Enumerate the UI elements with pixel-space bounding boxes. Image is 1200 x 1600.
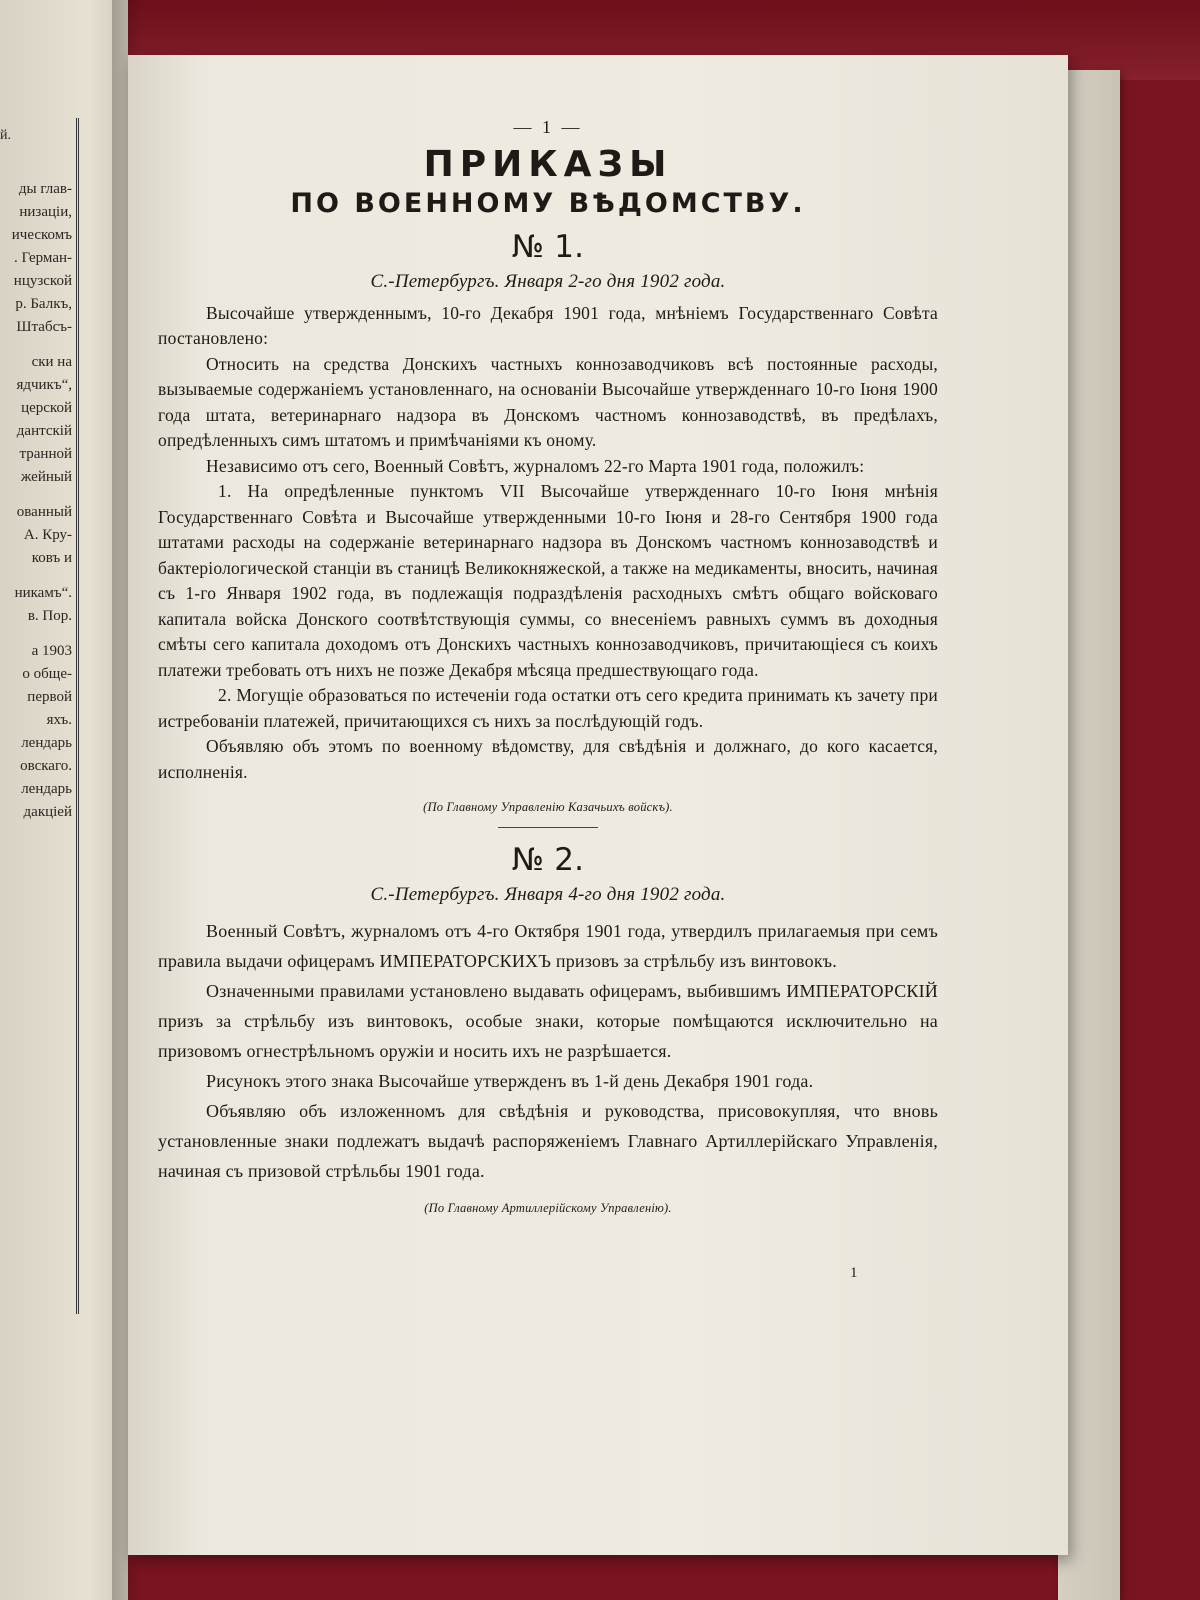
order-2-number: № 2. — [511, 841, 585, 878]
left-page-line: ски на — [31, 354, 72, 370]
left-page-gap — [0, 628, 72, 640]
order-1-paragraph: 1. На опредѣленные пунктомъ VII Высочайше утвержденнаго 10-го Іюня мнѣнія Государственнаго Совѣта и Высочайше утвержденными 10-го Іюня и 28-го Сентября 1900 года штатами расходы на содержаніе ветеринарнаго надзора въ Донскомъ частномъ коннозаводствѣ и бактеріологической станціи въ станицѣ Великокняжеской, а также на медикаменты, вносить, начиная съ 1-го Января 1902 года, въ подлежащія подраздѣленія расходныхъ смѣтъ общаго войсковаго капитала войска Донского соотвѣтствующія суммы, со внесеніемъ равныхъ суммъ въ доходныя смѣты сего капитала доходомъ отъ Донскихъ частныхъ коннозаводчиковъ, причитающіеся съ коихъ платежи требовать отъ нихъ не позже Декабря мѣсяца предшествующаго года. — [158, 481, 938, 680]
left-page-line: никамъ“. — [14, 585, 72, 601]
title-line-1: ПРИКАЗЫ — [423, 143, 673, 185]
order-1-paragraph: Независимо отъ сего, Военный Совѣтъ, журналомъ 22-го Марта 1901 года, положилъ: — [206, 455, 865, 476]
left-page-line: транной — [19, 446, 72, 462]
order-1-paragraph: Объявляю объ этомъ по военному вѣдомству, для свѣдѣнія и должнаго, до кого касается, исполненія. — [158, 736, 938, 782]
order-2-note: (По Главному Артиллерійскому Управленію). — [424, 1200, 672, 1215]
left-page-line: ядчикъ“, — [16, 377, 72, 393]
page-text — [158, 115, 938, 1227]
left-page-line: жейный — [21, 469, 72, 485]
left-page-line: ованный — [16, 504, 72, 520]
left-page-line: дантскій — [16, 423, 72, 439]
left-page — [0, 0, 128, 1600]
order-1-note: (По Главному Управленію Казачьихъ войскъ). — [423, 800, 673, 814]
left-page-line: лендарь — [21, 781, 72, 797]
order-2-paragraph: Военный Совѣтъ, журналомъ отъ 4-го Октября 1901 года, утвердилъ прилагаемыя при семъ правила выдачи офицерамъ ИМПЕРАТОРСКИХЪ призовъ за стрѣльбу изъ винтовокъ. — [158, 920, 938, 971]
left-page-gap — [0, 489, 72, 501]
left-page-text — [0, 178, 72, 824]
left-page-line: овскаго. — [20, 758, 72, 774]
order-2-dateline: С.-Петербургъ. Января 4-го дня 1902 года. — [370, 883, 726, 905]
left-page-line: первой — [27, 689, 72, 705]
order-2-body — [158, 916, 938, 1186]
left-page-line: ды глав- — [18, 181, 72, 197]
left-page-line: низаціи, — [19, 204, 72, 220]
left-page-line: ковъ и — [31, 550, 72, 566]
left-page-line: . Герман- — [13, 250, 72, 266]
order-1-paragraph: 2. Могущіе образоваться по истеченіи года остатки отъ сего кредита принимать къ зачету при истребованіи платежей, причитающихся съ нихъ за послѣдующій годъ. — [158, 685, 938, 731]
left-page-line: яхъ. — [46, 712, 72, 728]
order-1-number: № 1. — [511, 228, 585, 265]
left-page-line: лендарь — [21, 735, 72, 751]
title-line-2: ПО ВОЕННОМУ ВѢДОМСТВУ. — [290, 187, 806, 219]
page-number-top: — 1 — — [513, 117, 583, 137]
left-page-line: нцузской — [13, 273, 72, 289]
left-page-line: в. Пор. — [27, 608, 72, 624]
order-2-paragraph: Рисунокъ этого знака Высочайше утвержденъ въ 1-й день Декабря 1901 года. — [206, 1070, 814, 1091]
order-1-paragraph: Высочайше утвержденнымъ, 10-го Декабря 1901 года, мнѣніемъ Государственнаго Совѣта постановлено: — [158, 302, 938, 348]
left-page-line: ическомъ — [11, 227, 72, 243]
left-page-line: о обще- — [22, 666, 72, 682]
right-page — [128, 55, 1068, 1555]
order-2-paragraph: Объявляю объ изложенномъ для свѣдѣнія и руководства, присовокупляя, что вновь установленные знаки подлежатъ выдачѣ распоряженіемъ Главнаго Артиллерійскаго Управленія, начиная съ призовой стрѣльбы 1901 года. — [158, 1100, 938, 1181]
left-page-gap — [0, 339, 72, 351]
left-page-line: р. Балкъ, — [15, 296, 72, 312]
order-1-paragraph: Относить на средства Донскихъ частныхъ коннозаводчиковъ всѣ постоянные расходы, вызываемые содержаніемъ установленнаго, на основаніи Высочайше утвержденнаго 10-го Іюня 1900 года штата, ветеринарнаго надзора въ Донскомъ частномъ коннозаводствѣ, въ предѣлахъ, опредѣленныхъ симъ штатомъ и примѣчаніями къ оному. — [158, 353, 938, 450]
left-page-line: а 1903 — [31, 643, 72, 659]
left-page-line: Штабсъ- — [16, 319, 72, 335]
left-page-line: церской — [21, 400, 72, 416]
page-number-bottom: 1 — [850, 1265, 858, 1281]
order-1-dateline: С.-Петербургъ. Января 2-го дня 1902 года. — [370, 270, 726, 292]
left-page-gap — [0, 570, 72, 582]
left-page-line: дакціей — [23, 804, 72, 820]
order-2-paragraph: Означенными правилами установлено выдавать офицерамъ, выбившимъ ИМПЕРАТОРСКІЙ призъ за стрѣльбу изъ винтовокъ, особые знаки, которые помѣщаются исключительно на призовомъ огнестрѣльномъ оружіи и носить ихъ не разрѣшается. — [158, 980, 938, 1061]
left-page-header: й. — [0, 128, 11, 143]
left-page-line: А. Кру- — [23, 527, 72, 543]
section-divider — [498, 827, 598, 828]
